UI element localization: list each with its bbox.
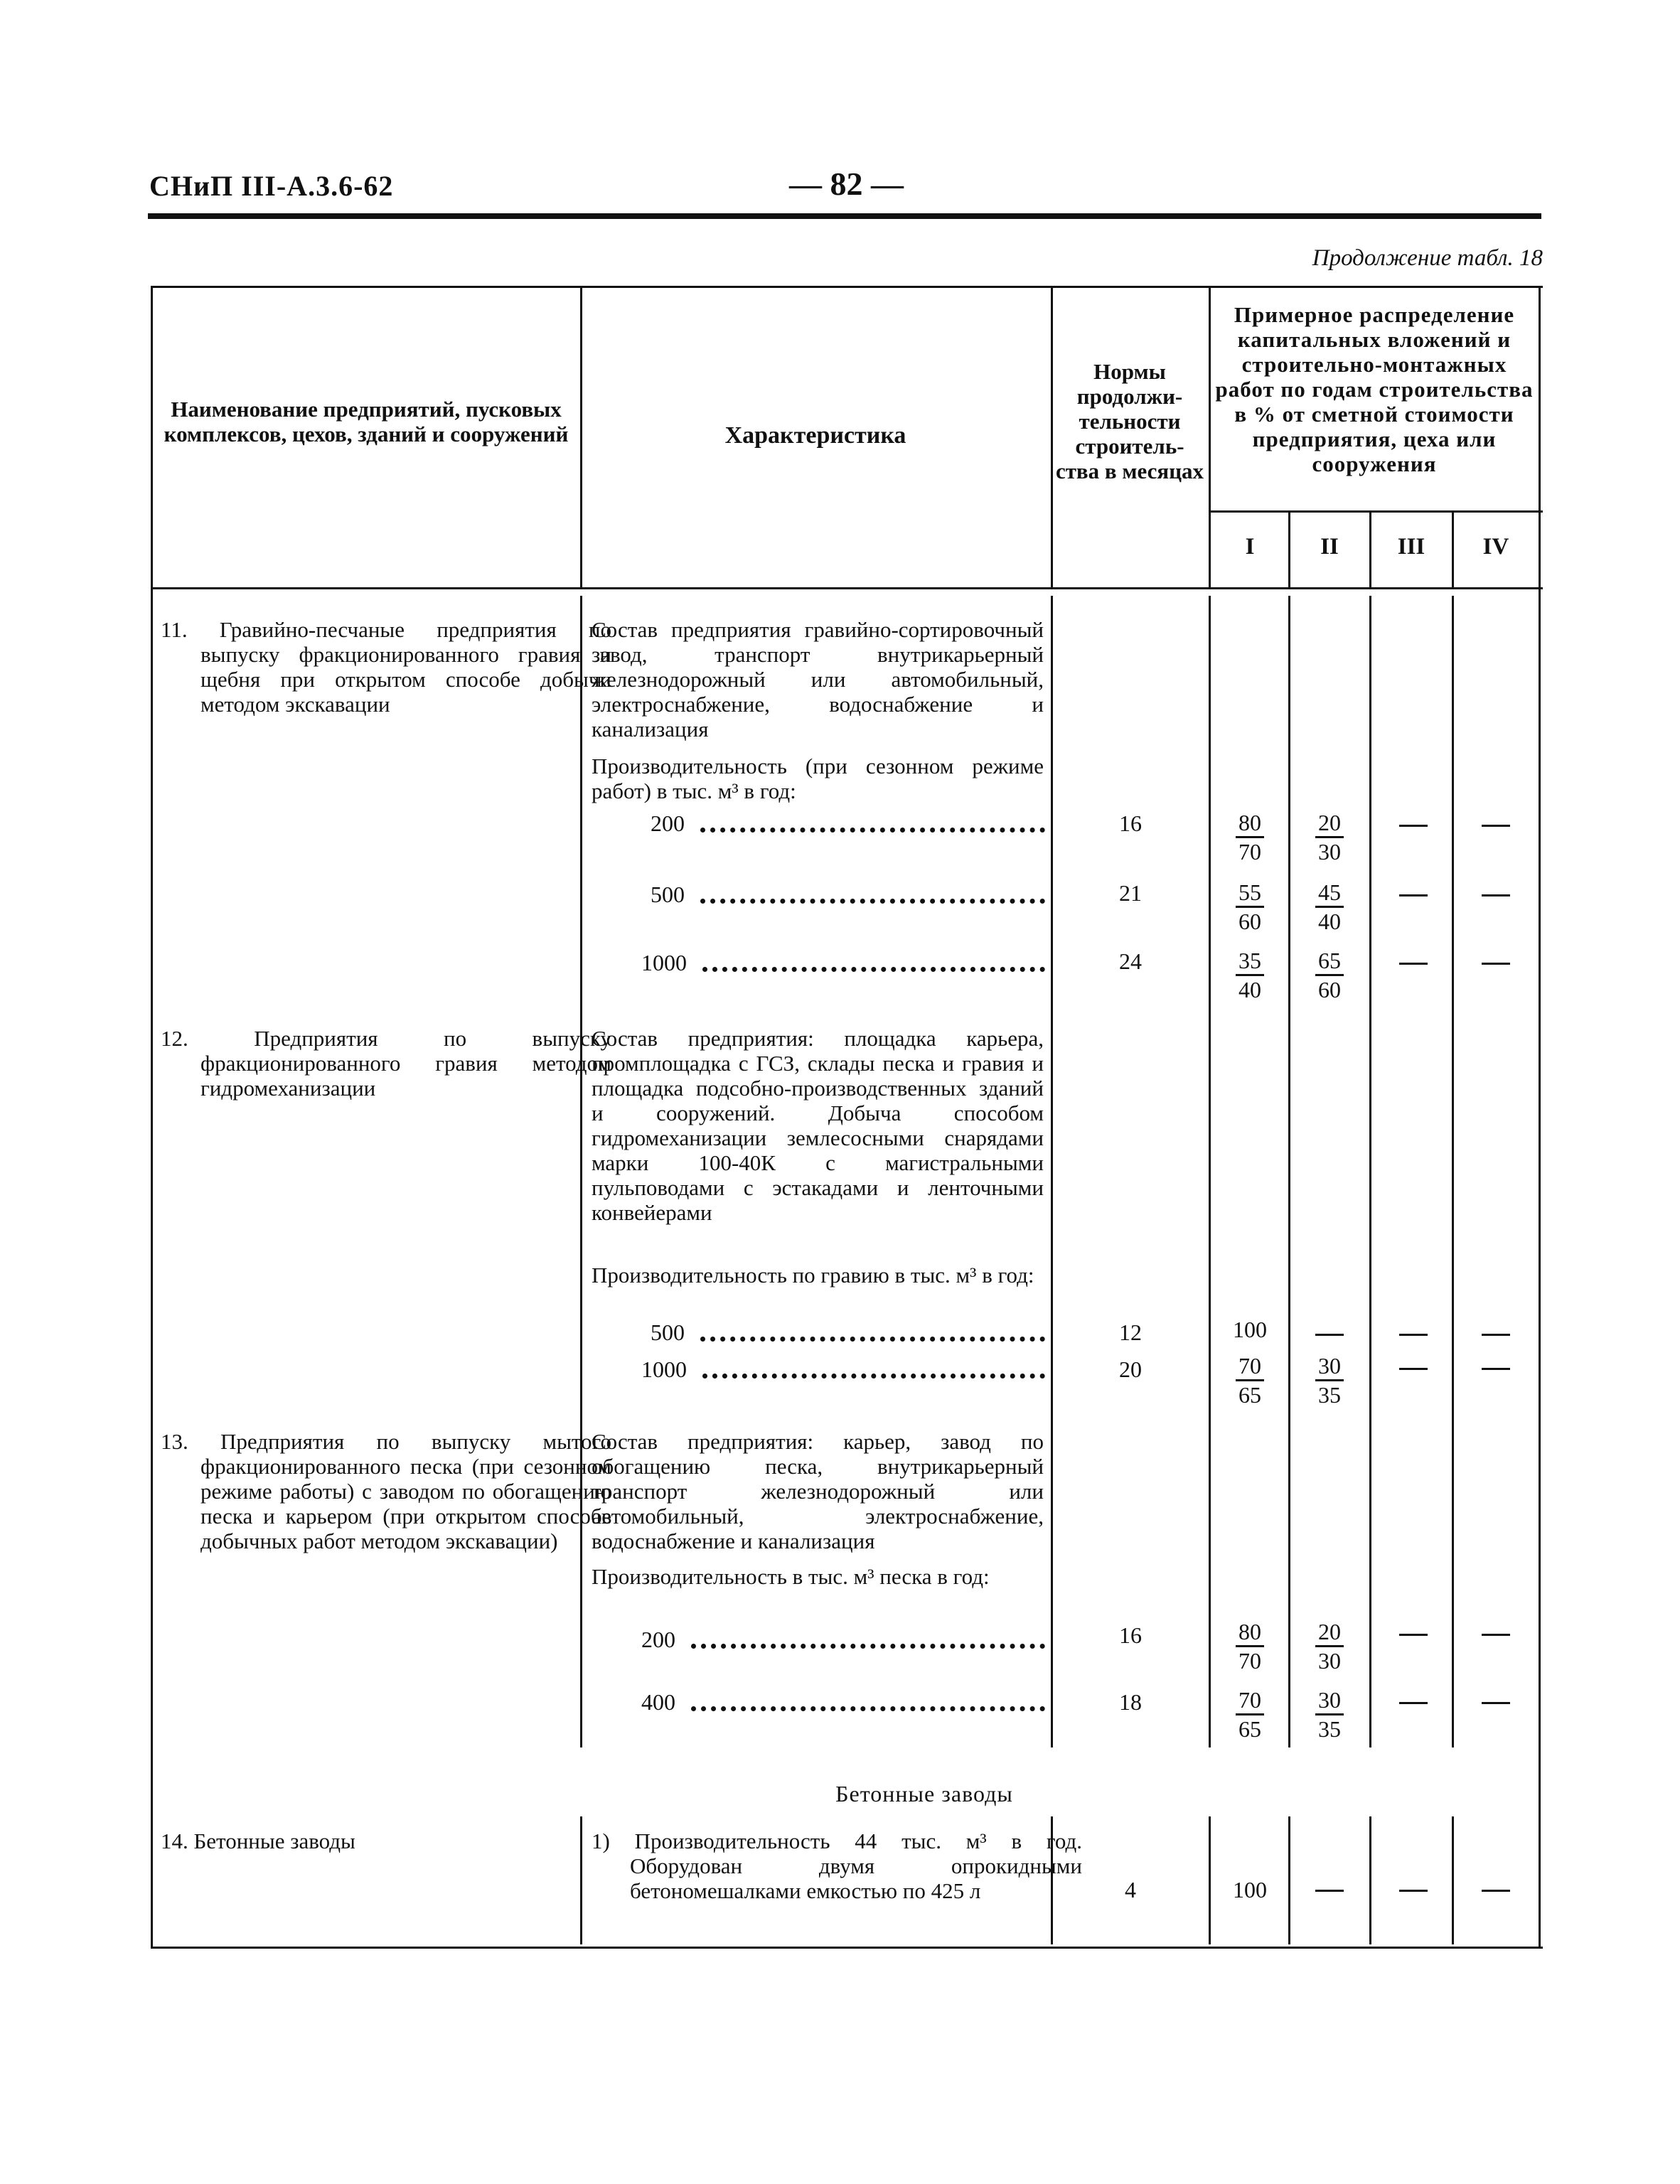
- body-line-name-b: [580, 1816, 582, 1944]
- row-14-characteristic: 1) Производительность 44 тыс. м³ в год. Оборудован двумя опрокидными бетономешалками емкостью по 425 л: [592, 1829, 1082, 1903]
- body-line-y2-b: [1369, 1816, 1371, 1944]
- row-11-capacity-200: 200: [651, 810, 1045, 837]
- row-11-y1-500: $\frac{55}{60}$: [1211, 879, 1289, 935]
- body-line-y1: [1288, 596, 1290, 1747]
- col-line-right: [1539, 286, 1541, 1948]
- row-13-name: 13. Предприятия по выпуску мытого фракционированного песка (при сезонном режиме работы) с заводом по обогащению песка и карьером (при открытом способе добычных работ методом экскавации): [161, 1429, 611, 1553]
- row-13-y4-200: [1482, 1634, 1510, 1636]
- row-14-y2: [1315, 1890, 1344, 1892]
- row-11-capacity-500: 500: [651, 882, 1045, 908]
- row-12-composition: Состав предприятия: площадка карьера, промплощадка с ГСЗ, склады песка и гравия и площадка подсобно-производственных зданий и сооружений. Добыча способом гидромеханизации землесосными снарядами марки 100-40К с магистральными пульповодами с эстакадами и ленточными конвейерами: [592, 1026, 1044, 1225]
- row-13-capacity-label: Производительность в тыс. м³ песка в год:: [592, 1564, 990, 1589]
- row-12-months-1000: 20: [1119, 1356, 1142, 1382]
- table-top-border: [151, 286, 1543, 288]
- row-11-y1-1000: $\frac{35}{40}$: [1211, 947, 1289, 1003]
- row-11-y2-500: $\frac{45}{40}$: [1290, 879, 1369, 935]
- col-line-char: [1051, 286, 1053, 587]
- body-line-y3-b: [1452, 1816, 1454, 1944]
- document-code: СНиП III-А.3.6-62: [149, 170, 394, 202]
- header-rule: [148, 213, 1541, 219]
- header-bottom-border: [151, 587, 1543, 589]
- row-13-capacity-400: 400: [641, 1689, 1045, 1715]
- row-11-y3-1000: [1399, 963, 1428, 965]
- row-14-months: 4: [1125, 1877, 1136, 1902]
- row-12-y2-500: [1315, 1334, 1344, 1336]
- row-11-months-1000: 24: [1119, 948, 1142, 974]
- row-11-y4-200: [1482, 825, 1510, 827]
- row-12-name: 12. Предприятия по выпуску фракционированного гравия методом гидромеханизации: [161, 1026, 611, 1101]
- body-line-char: [1051, 596, 1053, 1747]
- row-11-months-500: 21: [1119, 880, 1142, 906]
- row-11-months-200: 16: [1119, 810, 1142, 836]
- row-12-y4-1000: [1482, 1368, 1510, 1370]
- row-13-y4-400: [1482, 1702, 1510, 1704]
- col-line-name: [580, 286, 582, 587]
- row-14-name: 14. Бетонные заводы: [161, 1829, 355, 1853]
- row-13-y1-200: $\frac{80}{70}$: [1211, 1618, 1289, 1674]
- body-line-name: [580, 596, 582, 1747]
- row-13-capacity-200: 200: [641, 1627, 1045, 1653]
- row-14-y3: [1399, 1890, 1428, 1892]
- row-12-y2-1000: $\frac{30}{35}$: [1290, 1352, 1369, 1408]
- row-12-y3-500: [1399, 1334, 1428, 1336]
- row-13-y1-400: $\frac{70}{65}$: [1211, 1686, 1289, 1743]
- header-col-name: Наименование предприятий, пусковых комплексов, цехов, зданий и сооружений: [164, 397, 569, 446]
- row-11-composition: Состав предприятия гравийно-сортировочный завод, транспорт внутрикарьерный железнодорожный или автомобильный, электроснабжение, водоснабжение и канализация: [592, 617, 1044, 742]
- table-caption: Продолжение табл. 18: [1312, 245, 1543, 271]
- body-line-y3: [1452, 596, 1454, 1747]
- page-number: — 82 —: [789, 166, 904, 202]
- row-13-y3-400: [1399, 1702, 1428, 1704]
- row-11-y2-200: $\frac{20}{30}$: [1290, 809, 1369, 865]
- col-line-left: [151, 286, 153, 1948]
- row-14-y1: 100: [1233, 1877, 1267, 1902]
- row-11-y4-500: [1482, 894, 1510, 896]
- row-11-y3-200: [1399, 825, 1428, 827]
- row-11-y2-1000: $\frac{65}{60}$: [1290, 947, 1369, 1003]
- row-12-capacity-label: Производительность по гравию в тыс. м³ в год:: [592, 1263, 1034, 1288]
- row-11-name: 11. Гравийно-песчаные предприятия по выпуску фракционированного гравия и щебня при открытом способе добычи методом экскавации: [161, 617, 611, 717]
- row-12-y3-1000: [1399, 1368, 1428, 1370]
- body-line-norms: [1209, 596, 1211, 1747]
- table-bottom-border: [151, 1947, 1543, 1949]
- header-col-characteristic: Характеристика: [724, 422, 906, 449]
- row-12-y1-1000: $\frac{70}{65}$: [1211, 1352, 1289, 1408]
- row-13-y2-200: $\frac{20}{30}$: [1290, 1618, 1369, 1674]
- row-12-y4-500: [1482, 1334, 1510, 1336]
- body-line-y2: [1369, 596, 1371, 1747]
- row-13-months-400: 18: [1119, 1689, 1142, 1715]
- header-year-1: I: [1245, 534, 1255, 560]
- row-11-y3-500: [1399, 894, 1428, 896]
- row-11-capacity-label: Производительность (при сезонном режиме работ) в тыс. м³ в год:: [592, 754, 1044, 803]
- row-12-capacity-500: 500: [651, 1320, 1045, 1346]
- row-13-y3-200: [1399, 1634, 1428, 1636]
- row-11-capacity-1000: 1000: [641, 950, 1045, 976]
- header-year-4: IV: [1482, 534, 1509, 560]
- row-13-y2-400: $\frac{30}{35}$: [1290, 1686, 1369, 1743]
- header-col-norms: Нормы продолжи-тельности строитель-ства в месяцах: [1055, 359, 1204, 483]
- row-12-y1-500: 100: [1233, 1317, 1267, 1342]
- years-divider: [1209, 510, 1543, 513]
- row-12-capacity-1000: 1000: [641, 1356, 1045, 1383]
- row-13-months-200: 16: [1119, 1622, 1142, 1648]
- row-13-composition: Состав предприятия: карьер, завод по обогащению песка, внутрикарьерный транспорт железнодорожный или автомобильный, электроснабжение, водоснабжение и канализация: [592, 1429, 1044, 1553]
- section-title: Бетонные заводы: [835, 1781, 1013, 1806]
- row-11-y4-1000: [1482, 963, 1510, 965]
- header-year-3: III: [1397, 534, 1425, 560]
- row-12-months-500: 12: [1119, 1320, 1142, 1345]
- row-14-y4: [1482, 1890, 1510, 1892]
- row-11-y1-200: $\frac{80}{70}$: [1211, 809, 1289, 865]
- header-col-distribution: Примерное распределение капитальных вложений и строительно-монтажных работ по годам строительства в % от сметной стоимости предприятия, цеха или сооружения: [1215, 302, 1534, 476]
- header-year-2: II: [1320, 534, 1339, 560]
